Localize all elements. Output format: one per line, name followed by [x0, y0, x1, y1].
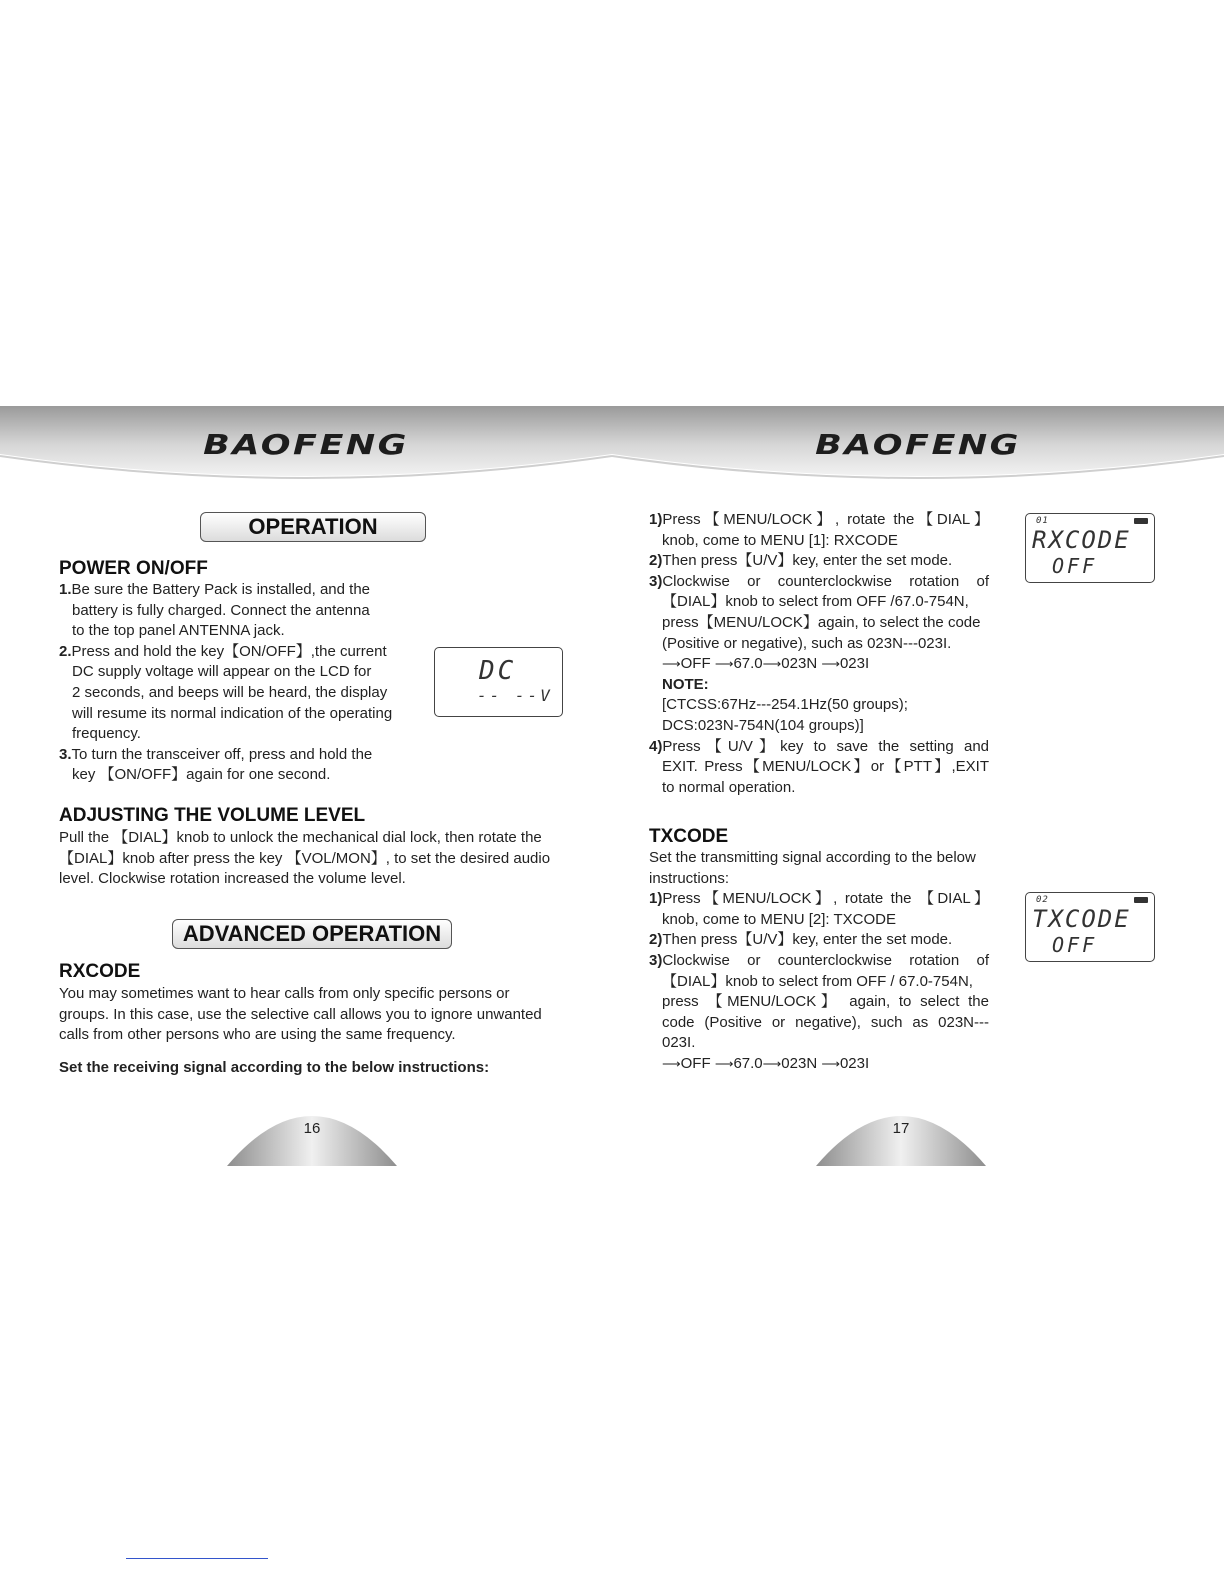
sequence-item: 67.0 [733, 655, 763, 673]
step-number: 2) [649, 552, 663, 570]
footer-link-line [126, 1558, 268, 1559]
lcd-txcode [1025, 892, 1155, 962]
volume-line: Pull the 【DIAL】knob to unlock the mechanical dial lock, then rotate the [59, 829, 542, 846]
page-number: 16 [303, 1120, 321, 1137]
lcd-dc-voltage [434, 647, 563, 717]
step-line: key 【ON/OFF】again for one second. [72, 766, 331, 784]
lcd-line-2: -- --V [477, 686, 553, 705]
rxcode-line: calls from other persons who are using the same frequency. [59, 1026, 456, 1044]
sequence-item: 023I [839, 655, 870, 673]
section-title-operation: OPERATION [200, 512, 426, 542]
lcd-line-2: OFF [1052, 933, 1098, 957]
step-line: DC supply voltage will appear on the LCD for [72, 663, 372, 681]
step-line: battery is fully charged. Connect the antenna [72, 601, 370, 619]
tx-section [649, 848, 989, 1075]
step-line: press【MENU/LOCK】again, to select the code [662, 613, 981, 631]
note-label: NOTE: [662, 675, 709, 693]
step-line: Be sure the Battery Pack is installed, and the [71, 581, 371, 598]
right-header-banner [612, 406, 1224, 492]
step-line: frequency. [72, 725, 141, 743]
step-line: Then press【U/V】key, enter the set mode. [662, 931, 953, 949]
step-line: press 【MENU/LOCK】 again, to select the [662, 993, 989, 1011]
step-number: 3) [649, 951, 663, 969]
step-line: Press and hold the key【ON/OFF】,the current [71, 642, 387, 660]
sequence-item: 67.0 [733, 1054, 763, 1072]
page-footer-17 [816, 1106, 986, 1166]
lcd-line-2: OFF [1052, 554, 1098, 578]
step-line: Press【U/V】key to save the setting and [662, 737, 989, 755]
step-line: knob, come to MENU [2]: TXCODE [662, 910, 896, 928]
note-line: DCS:023N-754N(104 groups)] [662, 716, 864, 734]
volume-paragraph [59, 828, 565, 890]
step-line: Press【MENU/LOCK】, rotate the【DIAL】 [662, 511, 989, 528]
step-number: 1. [59, 581, 72, 598]
step-line: Clockwise or counterclockwise rotation of [662, 572, 989, 590]
step-line: code (Positive or negative), such as 023N--- [662, 1013, 989, 1031]
step-line: 【DIAL】knob to select from OFF /67.0-754N, [662, 593, 969, 611]
lcd-menu-number: 02 [1036, 895, 1049, 905]
rxcode-line: groups. In this case, use the selective call allows you to ignore unwanted [59, 1005, 542, 1023]
step-number: 1) [649, 890, 663, 908]
step-line: will resume its normal indication of the operating [72, 704, 393, 722]
rxcode-line: You may sometimes want to hear calls from only specific persons or [59, 985, 510, 1002]
lcd-menu-number: 01 [1036, 516, 1049, 526]
step-line: 023I. [662, 1034, 696, 1052]
battery-icon [1134, 897, 1148, 903]
page-footer-16 [227, 1106, 397, 1166]
heading-power-on-off: POWER ON/OFF [59, 558, 208, 579]
battery-icon [1134, 518, 1148, 524]
sequence-item: 023I [839, 1054, 870, 1072]
page-number: 17 [892, 1120, 910, 1137]
step-number: 3. [59, 745, 72, 763]
brand-logo: BAOFENG [815, 428, 1021, 461]
note-line: [CTCSS:67Hz---254.1Hz(50 groups); [662, 696, 908, 714]
sequence-item: OFF [680, 1054, 711, 1072]
volume-line: level. Clockwise rotation increased the volume level. [59, 870, 406, 888]
heading-volume-level: ADJUSTING THE VOLUME LEVEL [59, 805, 366, 826]
sequence-item: 023N [781, 1054, 818, 1072]
step-line: Clockwise or counterclockwise rotation of [662, 951, 989, 969]
brand-logo: BAOFENG [203, 428, 409, 461]
step-line: Then press【U/V】key, enter the set mode. [662, 552, 953, 570]
lcd-rxcode [1025, 513, 1155, 583]
sequence-item: OFF [680, 655, 711, 673]
rx-steps [649, 510, 989, 798]
left-page [0, 406, 612, 1176]
step-number: 3) [649, 572, 663, 590]
step-number: 2) [649, 931, 663, 949]
step-line: Press【MENU/LOCK】, rotate the 【DIAL】 [662, 890, 989, 908]
left-header-banner [0, 406, 612, 492]
section-title-advanced-operation: ADVANCED OPERATION [172, 919, 452, 949]
step-line: EXIT. Press【MENU/LOCK】or【PTT】,EXIT [662, 758, 989, 776]
rx-sequence: ⟶OFF ⟶67.0⟶023N ⟶023I [662, 655, 870, 673]
step-number: 2. [59, 642, 72, 660]
step-line: 【DIAL】knob to select from OFF / 67.0-754N, [662, 972, 973, 990]
step-line: (Positive or negative), such as 023N---023I. [662, 634, 952, 652]
heading-rxcode: RXCODE [59, 961, 141, 982]
lcd-line-1: TXCODE [1032, 905, 1131, 933]
power-steps [59, 580, 401, 786]
step-number: 1) [649, 511, 663, 528]
lcd-line-1: DC [479, 656, 517, 686]
step-line: to normal operation. [662, 778, 796, 796]
sequence-item: 023N [781, 655, 818, 673]
rxcode-paragraph [59, 984, 565, 1046]
tx-intro-line: Set the transmitting signal according to the below [649, 849, 976, 866]
rx-instructions: Set the receiving signal according to the below instructions: [59, 1059, 490, 1076]
step-line: to the top panel ANTENNA jack. [72, 622, 285, 640]
tx-intro-line: instructions: [649, 869, 730, 887]
step-line: knob, come to MENU [1]: RXCODE [662, 531, 898, 549]
volume-line: 【DIAL】knob after press the key 【VOL/MON】, to set the desired audio [59, 849, 551, 867]
step-line: To turn the transceiver off, press and hold the [71, 745, 373, 763]
heading-txcode: TXCODE [649, 826, 729, 847]
right-page [612, 406, 1224, 1176]
lcd-line-1: RXCODE [1032, 526, 1131, 554]
step-line: 2 seconds, and beeps will be heard, the display [72, 683, 388, 701]
tx-sequence: ⟶OFF ⟶67.0⟶023N ⟶023I [662, 1054, 870, 1072]
step-number: 4) [649, 737, 663, 755]
